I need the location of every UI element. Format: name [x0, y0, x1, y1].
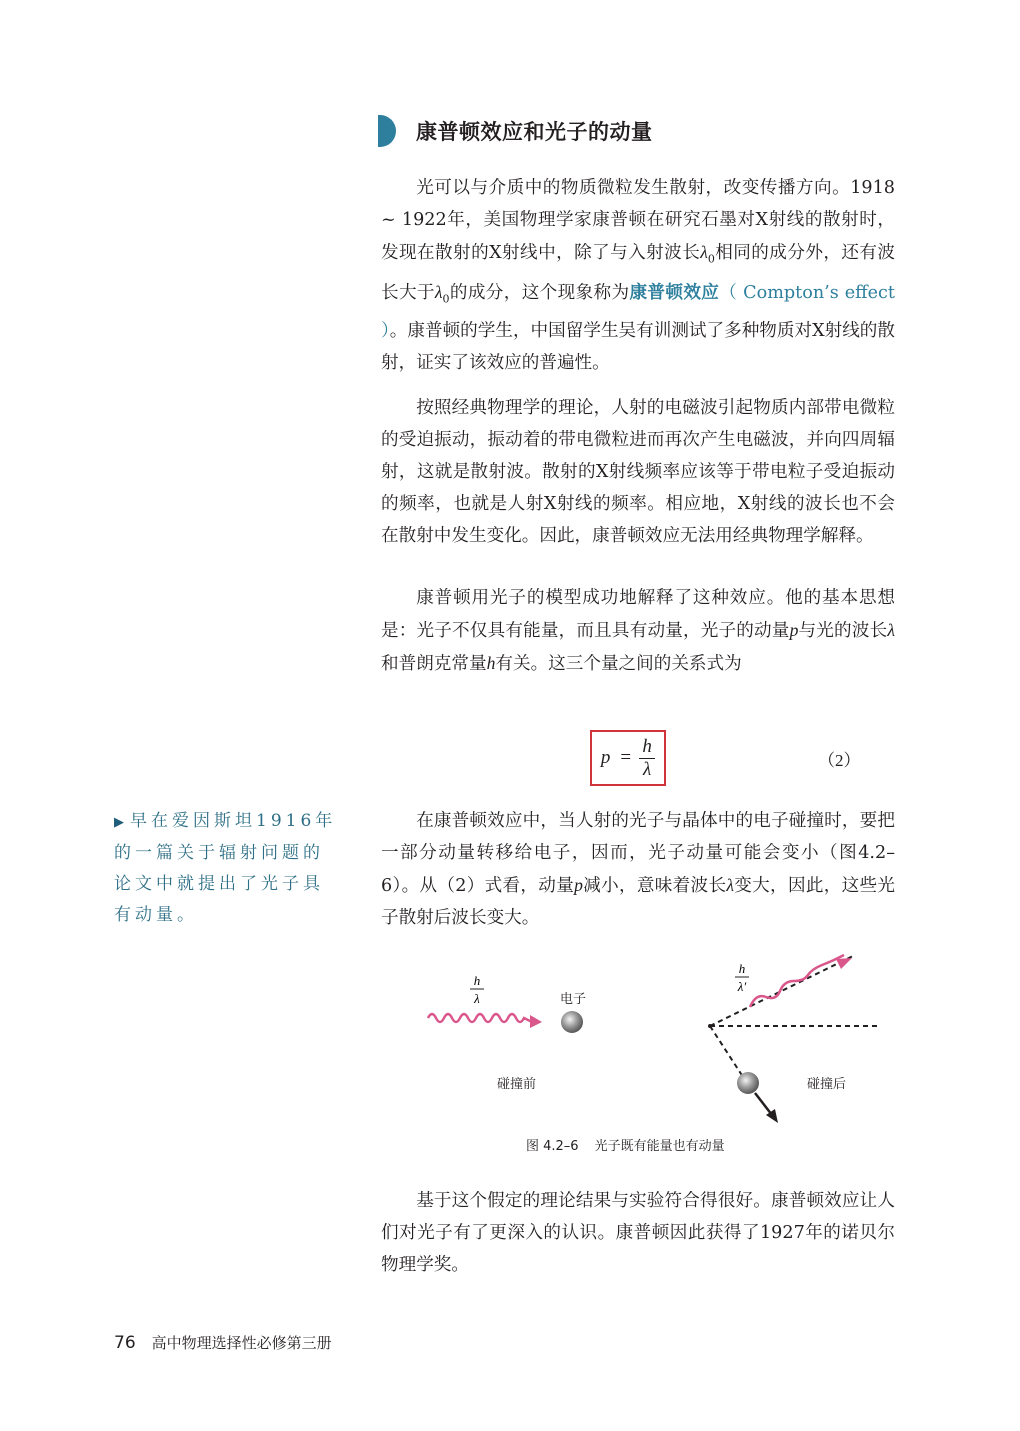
figure-caption-text: 光子既有能量也有动量	[594, 1139, 725, 1154]
momentum-symbol: p	[789, 620, 799, 640]
triangle-marker-icon: ▶	[114, 815, 124, 830]
paragraph-3-text-b: 与光的波长	[798, 621, 888, 641]
subscript-zero: 0	[442, 292, 450, 306]
electron-icon	[561, 1011, 583, 1033]
formula-equals: =	[620, 747, 632, 768]
book-title: 高中物理选择性必修第三册	[151, 1334, 332, 1352]
paragraph-4-text-c: 变大，因此，这些光子散射后波长变大。	[381, 876, 895, 928]
compton-figure	[400, 945, 900, 1165]
formula-lhs: p	[600, 747, 611, 768]
lambda-symbol: λ	[700, 242, 708, 262]
paragraph-1-text-c: 的成分，这个现象称为	[449, 282, 630, 303]
scattered-photon-icon	[750, 955, 852, 1007]
paragraph-2-text: 按照经典物理学的理论，人射的电磁波引起物质内部带电微粒的受迫振动，振动着的带电微粒进而再次产生电磁波，并向四周辐射，这就是散射波。散射的X射线频率应该等于带电粒子受迫振动的频率，也就是人射X射线的频率。相应地，X射线的波长也不会在散射中发生变化。因此，康普顿效应无法用经典物理学解释。	[381, 398, 895, 546]
paragraph-1-text-b: 相同的成分外，还有波长大于	[381, 243, 895, 303]
figure-caption	[526, 1135, 725, 1154]
formula-box	[590, 730, 666, 786]
section-title: 康普顿效应和光子的动量	[416, 120, 653, 144]
paragraph-1-text-d: 。康普顿的学生，中国留学生吴有训测试了多种物质对X射线的散射，证实了该效应的普遍性。	[381, 321, 895, 374]
recoil-arrow-shaft	[755, 1093, 772, 1115]
page-footer	[114, 1332, 332, 1353]
paragraph-5	[381, 1185, 895, 1281]
before-label-numerator: h	[473, 973, 481, 988]
recoil-electron-icon	[737, 1072, 759, 1094]
section-heading	[378, 114, 653, 148]
compton-diagram	[400, 945, 900, 1135]
lambda-symbol: λ	[887, 620, 895, 640]
paragraph-2	[381, 392, 895, 552]
paragraph-4-text-a: 在康普顿效应中，当人射的光子与晶体中的电子碰撞时，要把一部分动量转移给电子，因而，光子动量可能会变小（图4.2–6）。从（2）式看，动量	[381, 811, 895, 896]
momentum-symbol: p	[574, 875, 583, 895]
paragraph-3-text-c: 和普朗克常量	[381, 654, 487, 674]
scattered-direction-line	[710, 955, 855, 1026]
formula-numerator: h	[642, 735, 652, 757]
paragraph-4-text-b: 减小，意味着波长	[582, 876, 727, 896]
formula-fraction	[639, 735, 655, 780]
after-label-numerator: h	[738, 961, 746, 976]
planck-symbol: h	[486, 653, 496, 673]
figure-number: 图 4.2–6	[526, 1139, 579, 1154]
side-note-text: 早在爱因斯坦1916年的一篇关于辐射问题的论文中就提出了光子具有动量。	[114, 811, 337, 925]
incoming-photon-icon	[428, 1014, 542, 1028]
lambda-symbol: λ	[434, 281, 443, 302]
paragraph-5-text: 基于这个假定的理论结果与实验符合得很好。康普顿效应让人们对光子有了更深入的认识。康普顿因此获得了1927年的诺贝尔物理学奖。	[381, 1191, 895, 1275]
key-term-compton-effect: 康普顿效应	[629, 282, 720, 303]
before-label-denominator: λ	[474, 991, 480, 1006]
after-label-denominator: λ′	[737, 979, 747, 994]
formula-row	[590, 730, 890, 788]
paragraph-3	[381, 582, 895, 680]
before-collision-label: 碰撞前	[497, 1077, 537, 1092]
subscript-zero: 0	[707, 252, 715, 266]
electron-direction-line	[710, 1026, 745, 1080]
page-number: 76	[114, 1333, 136, 1353]
electron-label: 电子	[560, 992, 587, 1007]
paragraph-1	[381, 172, 895, 379]
paragraph-3-text-d: 有关。这三个量之间的关系式为	[495, 654, 742, 674]
key-term-english: （ Compton’s effect ）	[381, 282, 895, 342]
paragraph-4	[381, 805, 895, 934]
lambda-symbol: λ	[726, 875, 734, 895]
paragraph-3-text-a: 康普顿用光子的模型成功地解释了这种效应。他的基本思想是：光子不仅具有能量，而且具有动量，光子的动量	[381, 588, 895, 641]
heading-marker-icon	[378, 115, 396, 147]
after-collision-label: 碰撞后	[807, 1077, 847, 1092]
paragraph-1-text-a: 光可以与介质中的物质微粒发生散射，改变传播方向。1918 ~ 1922年，美国物理学家康普顿在研究石墨对X射线的散射时，发现在散射的X射线中，除了与入射波长	[381, 178, 895, 263]
equation-number: （2）	[818, 751, 861, 770]
side-note	[114, 806, 342, 931]
formula-denominator: λ	[642, 758, 652, 780]
